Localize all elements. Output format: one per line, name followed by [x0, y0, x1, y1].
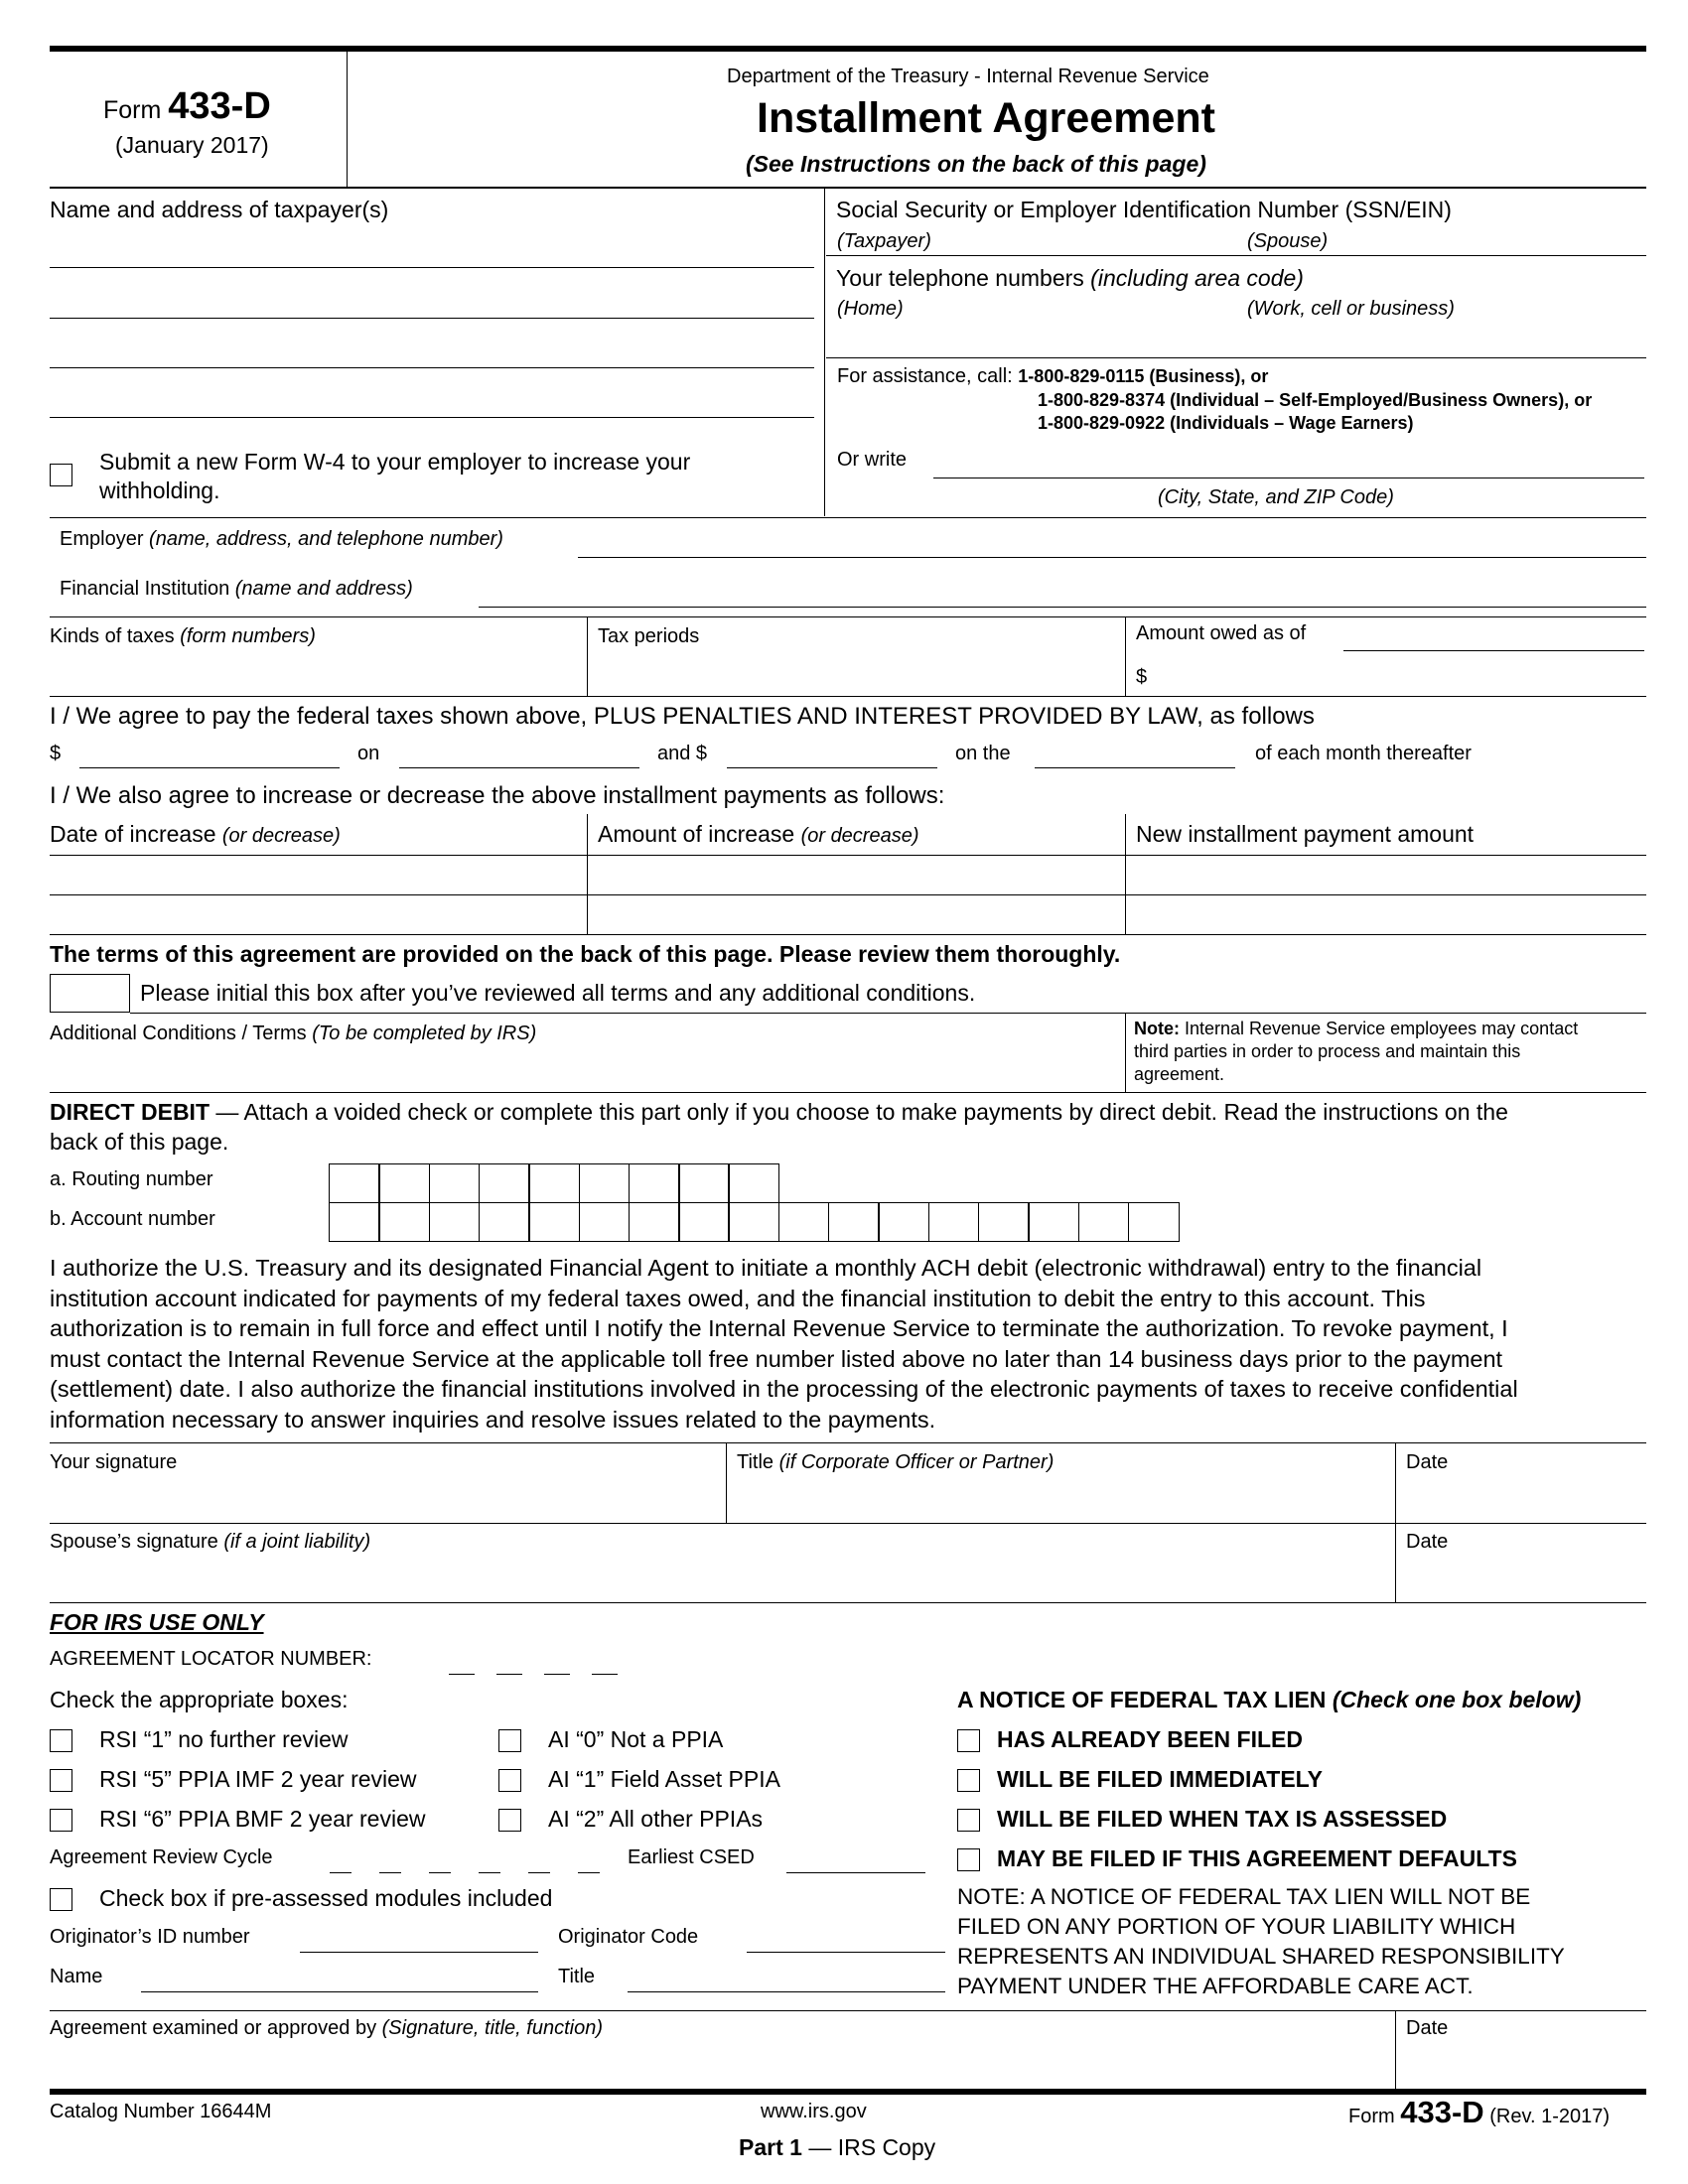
routing-digit-box[interactable]	[629, 1163, 680, 1203]
increase-divider-2	[1125, 814, 1126, 934]
routing-digit-box[interactable]	[728, 1163, 779, 1203]
address-line-3[interactable]	[50, 367, 814, 368]
review-cycle-dash[interactable]	[479, 1872, 500, 1873]
pre-assessed-checkbox[interactable]	[50, 1888, 72, 1911]
rsi6-checkbox[interactable]	[50, 1809, 72, 1832]
taxpayer-bottom-rule	[50, 517, 1646, 518]
account-label: b. Account number	[50, 1208, 215, 1230]
address-line-2[interactable]	[50, 318, 814, 319]
payment-dollar: $	[50, 743, 62, 764]
address-line-1[interactable]	[50, 267, 814, 268]
lien-note-line: PAYMENT UNDER THE AFFORDABLE CARE ACT.	[957, 1974, 1474, 1998]
payment-date-line[interactable]	[399, 767, 639, 768]
originator-code-label: Originator Code	[558, 1926, 699, 1948]
review-cycle-dash[interactable]	[528, 1872, 550, 1873]
account-digit-box[interactable]	[778, 1202, 830, 1242]
routing-digit-box[interactable]	[678, 1163, 730, 1203]
lien-filed-checkbox[interactable]	[957, 1729, 980, 1752]
phone-rule	[826, 357, 1646, 358]
ssn-spouse-label: (Spouse)	[1247, 230, 1329, 252]
account-digit-box[interactable]	[678, 1202, 730, 1242]
signature-top-rule	[50, 1442, 1646, 1443]
account-digit-box[interactable]	[1078, 1202, 1130, 1242]
account-digit-box[interactable]	[1128, 1202, 1180, 1242]
authorization-line: I authorize the U.S. Treasury and its designated Financial Agent to initiate a monthly ACH debit (electronic withdrawal) entry to the financial	[50, 1255, 1482, 1281]
lien-note-line: NOTE: A NOTICE OF FEDERAL TAX LIEN WILL NOT BE	[957, 1884, 1531, 1909]
routing-digit-box[interactable]	[528, 1163, 580, 1203]
lien-note-line: REPRESENTS AN INDIVIDUAL SHARED RESPONSIBILITY	[957, 1944, 1565, 1969]
financial-label: Financial Institution (name and address)	[60, 578, 413, 600]
name-label: Name	[50, 1966, 103, 1987]
date-label-2: Date	[1406, 1531, 1449, 1553]
pre-assessed-label: Check box if pre-assessed modules included	[99, 1885, 553, 1911]
name-line[interactable]	[141, 1991, 538, 1992]
page-subtitle: (See Instructions on the back of this page)	[746, 151, 1206, 177]
locator-label: AGREEMENT LOCATOR NUMBER:	[50, 1648, 372, 1670]
increase-bottom-rule	[50, 934, 1646, 935]
note-line1: Note: Internal Revenue Service employees may contact	[1134, 1019, 1579, 1038]
phone-label: Your telephone numbers (including area code)	[836, 265, 1304, 291]
rsi5-label: RSI “5” PPIA IMF 2 year review	[99, 1766, 417, 1792]
account-digit-box[interactable]	[728, 1202, 779, 1242]
ai0-checkbox[interactable]	[498, 1729, 521, 1752]
page-title: Installment Agreement	[757, 94, 1215, 142]
part-label: Part 1 — IRS Copy	[739, 2134, 936, 2160]
payment-on-the: on the	[955, 743, 1011, 764]
tax-periods-label: Tax periods	[598, 625, 700, 647]
authorization-line: information necessary to answer inquiries and resolve issues related to the payments.	[50, 1406, 936, 1433]
examined-label: Agreement examined or approved by (Signature, title, function)	[50, 2017, 603, 2039]
locator-dash[interactable]	[544, 1674, 570, 1675]
note-line3: agreement.	[1134, 1064, 1225, 1084]
examined-divider	[1395, 2011, 1396, 2091]
authorization-line: (settlement) date. I also authorize the financial institutions involved in the processing of the electronic payments of taxes to receive confidential	[50, 1376, 1518, 1402]
ai1-checkbox[interactable]	[498, 1769, 521, 1792]
locator-dash[interactable]	[592, 1674, 618, 1675]
account-digit-box[interactable]	[579, 1202, 631, 1242]
authorization-text	[50, 1253, 1518, 1434]
lien-note-line: FILED ON ANY PORTION OF YOUR LIABILITY WHICH	[957, 1914, 1516, 1939]
or-write-label: Or write	[837, 449, 907, 471]
taxes-bottom-rule	[50, 696, 1646, 697]
account-digit-box[interactable]	[528, 1202, 580, 1242]
increase-line: I / We also agree to increase or decrease the above installment payments as follows:	[50, 782, 945, 809]
irs-title-label: Title	[558, 1966, 596, 1987]
account-digit-box[interactable]	[629, 1202, 680, 1242]
signature-bottom-rule[interactable]	[50, 1602, 1646, 1603]
assist-line3: 1-800-829-0922 (Individuals – Wage Earners)	[1038, 413, 1414, 433]
irs-website[interactable]: www.irs.gov	[761, 2101, 867, 2122]
account-digit-box[interactable]	[978, 1202, 1030, 1242]
spouse-signature-label: Spouse’s signature (if a joint liability)	[50, 1531, 371, 1553]
examined-date-label: Date	[1406, 2017, 1449, 2039]
catalog-number: Catalog Number 16644M	[50, 2101, 272, 2122]
review-cycle-dash[interactable]	[379, 1872, 401, 1873]
lien-filed-label: HAS ALREADY BEEN FILED	[997, 1726, 1303, 1752]
employer-label: Employer (name, address, and telephone number)	[60, 528, 503, 550]
ai1-label: AI “1” Field Asset PPIA	[548, 1766, 780, 1792]
payment-amount2-line[interactable]	[727, 767, 937, 768]
header-bottom-rule	[50, 187, 1646, 189]
w4-checkbox[interactable]	[50, 464, 72, 486]
direct-debit-heading: DIRECT DEBIT — Attach a voided check or complete this part only if you choose to make payments by direct debit. Read the instructions on the	[50, 1099, 1508, 1125]
amount-owed-date-line[interactable]	[1343, 650, 1644, 651]
col-date-label: Date of increase (or decrease)	[50, 821, 341, 847]
rsi1-label: RSI “1” no further review	[99, 1726, 349, 1752]
w4-text-line1: Submit a new Form W-4 to your employer to increase your	[99, 449, 691, 475]
terms-bold: The terms of this agreement are provided on the back of this page. Please review them thoroughly.	[50, 941, 1121, 967]
lien-immediately-checkbox[interactable]	[957, 1769, 980, 1792]
review-cycle-label: Agreement Review Cycle	[50, 1846, 273, 1868]
irs-use-heading: FOR IRS USE ONLY	[50, 1609, 264, 1635]
routing-digit-box[interactable]	[329, 1163, 380, 1203]
financial-line[interactable]	[479, 607, 1646, 608]
amount-owed-dollar: $	[1136, 666, 1148, 688]
note-line2: third parties in order to process and maintain this	[1134, 1041, 1521, 1061]
city-state-zip-label: (City, State, and ZIP Code)	[1158, 486, 1394, 508]
ssn-label: Social Security or Employer Identification Number (SSN/EIN)	[836, 197, 1452, 222]
check-boxes-label: Check the appropriate boxes:	[50, 1687, 349, 1712]
initial-rule	[130, 1013, 1646, 1014]
employer-line[interactable]	[578, 557, 1646, 558]
locator-dash[interactable]	[496, 1674, 522, 1675]
review-cycle-dash[interactable]	[330, 1872, 352, 1873]
col-amount-label: Amount of increase (or decrease)	[598, 821, 919, 847]
lien-assessed-label: WILL BE FILED WHEN TAX IS ASSESSED	[997, 1806, 1448, 1832]
payment-amount-line[interactable]	[79, 767, 340, 768]
account-digit-box[interactable]	[479, 1202, 530, 1242]
payment-each-month: of each month thereafter	[1255, 743, 1472, 764]
signature-mid-rule[interactable]	[50, 1523, 1646, 1524]
col-new-label: New installment payment amount	[1136, 821, 1475, 847]
date-label-1: Date	[1406, 1451, 1449, 1473]
authorization-line: authorization is to remain in full force and effect until I notify the Internal Revenue Service to terminate the authorization. To revoke payment, I	[50, 1315, 1508, 1341]
agree-line: I / We agree to pay the federal taxes shown above, PLUS PENALTIES AND INTEREST PROVIDED BY LAW, as follows	[50, 703, 1315, 730]
taxes-divider-1	[587, 617, 588, 696]
w4-text-line2: withholding.	[99, 478, 220, 503]
header-divider	[347, 50, 348, 187]
routing-digit-box[interactable]	[429, 1163, 481, 1203]
ai2-label: AI “2” All other PPIAs	[548, 1806, 764, 1832]
form-date: (January 2017)	[115, 132, 269, 158]
direct-debit-heading-line2: back of this page.	[50, 1129, 229, 1155]
your-signature-label: Your signature	[50, 1451, 178, 1473]
ssn-rule	[826, 255, 1646, 256]
routing-digit-box[interactable]	[378, 1163, 430, 1203]
originator-id-label: Originator’s ID number	[50, 1926, 250, 1948]
earliest-csed-label: Earliest CSED	[628, 1846, 755, 1868]
lien-defaults-label: MAY BE FILED IF THIS AGREEMENT DEFAULTS	[997, 1845, 1517, 1871]
ai2-checkbox[interactable]	[498, 1809, 521, 1832]
additional-divider	[1125, 1014, 1126, 1092]
payment-and-dollar: and $	[657, 743, 708, 764]
payment-on: on	[357, 743, 380, 764]
amount-owed-label: Amount owed as of	[1136, 622, 1307, 644]
assist-label: For assistance, call: 1-800-829-0115 (Business), or	[837, 365, 1269, 387]
ssn-taxpayer-label: (Taxpayer)	[837, 230, 931, 252]
additional-label: Additional Conditions / Terms (To be completed by IRS)	[50, 1023, 537, 1044]
assist-line2: 1-800-829-8374 (Individual – Self-Employed/Business Owners), or	[1038, 390, 1593, 410]
routing-label: a. Routing number	[50, 1168, 213, 1190]
form-label: Form 433-D	[103, 85, 271, 127]
originator-code-line[interactable]	[747, 1952, 945, 1953]
account-digit-box[interactable]	[828, 1202, 880, 1242]
department-name: Department of the Treasury - Internal Revenue Service	[727, 66, 1209, 87]
earliest-csed-line[interactable]	[786, 1872, 925, 1873]
signature-divider-1	[726, 1443, 727, 1523]
irs-use-bottom-rule	[50, 2010, 1646, 2011]
routing-digit-box[interactable]	[479, 1163, 530, 1203]
ai0-label: AI “0” Not a PPIA	[548, 1726, 724, 1752]
employer-bottom-rule	[50, 616, 1646, 617]
terms-bottom-rule	[50, 1092, 1646, 1093]
rsi5-checkbox[interactable]	[50, 1769, 72, 1792]
lien-heading: A NOTICE OF FEDERAL TAX LIEN (Check one box below)	[957, 1687, 1582, 1712]
initial-box[interactable]	[50, 974, 130, 1013]
review-cycle-dash[interactable]	[429, 1872, 451, 1873]
account-digit-box[interactable]	[878, 1202, 929, 1242]
phone-home-label: (Home)	[837, 298, 904, 320]
taxes-divider-2	[1125, 617, 1126, 696]
address-line-4[interactable]	[50, 417, 814, 418]
increase-row-rule-1[interactable]	[50, 855, 1646, 856]
footer-form-label: Form 433-D (Rev. 1-2017)	[1348, 2095, 1611, 2129]
rsi6-label: RSI “6” PPIA BMF 2 year review	[99, 1806, 426, 1832]
taxpayer-divider	[824, 189, 825, 516]
account-digit-box[interactable]	[928, 1202, 980, 1242]
originator-id-line[interactable]	[300, 1952, 538, 1953]
increase-divider-1	[587, 814, 588, 934]
account-digit-box[interactable]	[1028, 1202, 1079, 1242]
lien-note	[957, 1882, 1565, 2001]
authorization-line: institution account indicated for payments of my federal taxes owed, and the financial institution to debit the entry to this account. This	[50, 1285, 1426, 1311]
phone-work-label: (Work, cell or business)	[1247, 298, 1455, 320]
rsi1-checkbox[interactable]	[50, 1729, 72, 1752]
account-digit-box[interactable]	[429, 1202, 481, 1242]
lien-assessed-checkbox[interactable]	[957, 1809, 980, 1832]
kinds-of-taxes-label: Kinds of taxes (form numbers)	[50, 625, 316, 647]
initial-text: Please initial this box after you’ve reviewed all terms and any additional conditions.	[140, 980, 976, 1006]
locator-dash[interactable]	[449, 1674, 475, 1675]
payment-day-line[interactable]	[1035, 767, 1235, 768]
name-address-label: Name and address of taxpayer(s)	[50, 197, 389, 222]
review-cycle-dash[interactable]	[578, 1872, 600, 1873]
account-digit-box[interactable]	[378, 1202, 430, 1242]
header-top-rule	[50, 46, 1646, 52]
lien-defaults-checkbox[interactable]	[957, 1848, 980, 1871]
increase-row-rule-2[interactable]	[50, 894, 1646, 895]
routing-digit-box[interactable]	[579, 1163, 631, 1203]
irs-title-line[interactable]	[628, 1991, 945, 1992]
account-digit-box[interactable]	[329, 1202, 380, 1242]
title-label: Title (if Corporate Officer or Partner)	[737, 1451, 1055, 1473]
authorization-line: must contact the Internal Revenue Service at the applicable toll free number listed above no later than 14 business days prior to the payment	[50, 1345, 1503, 1372]
lien-immediately-label: WILL BE FILED IMMEDIATELY	[997, 1766, 1323, 1792]
